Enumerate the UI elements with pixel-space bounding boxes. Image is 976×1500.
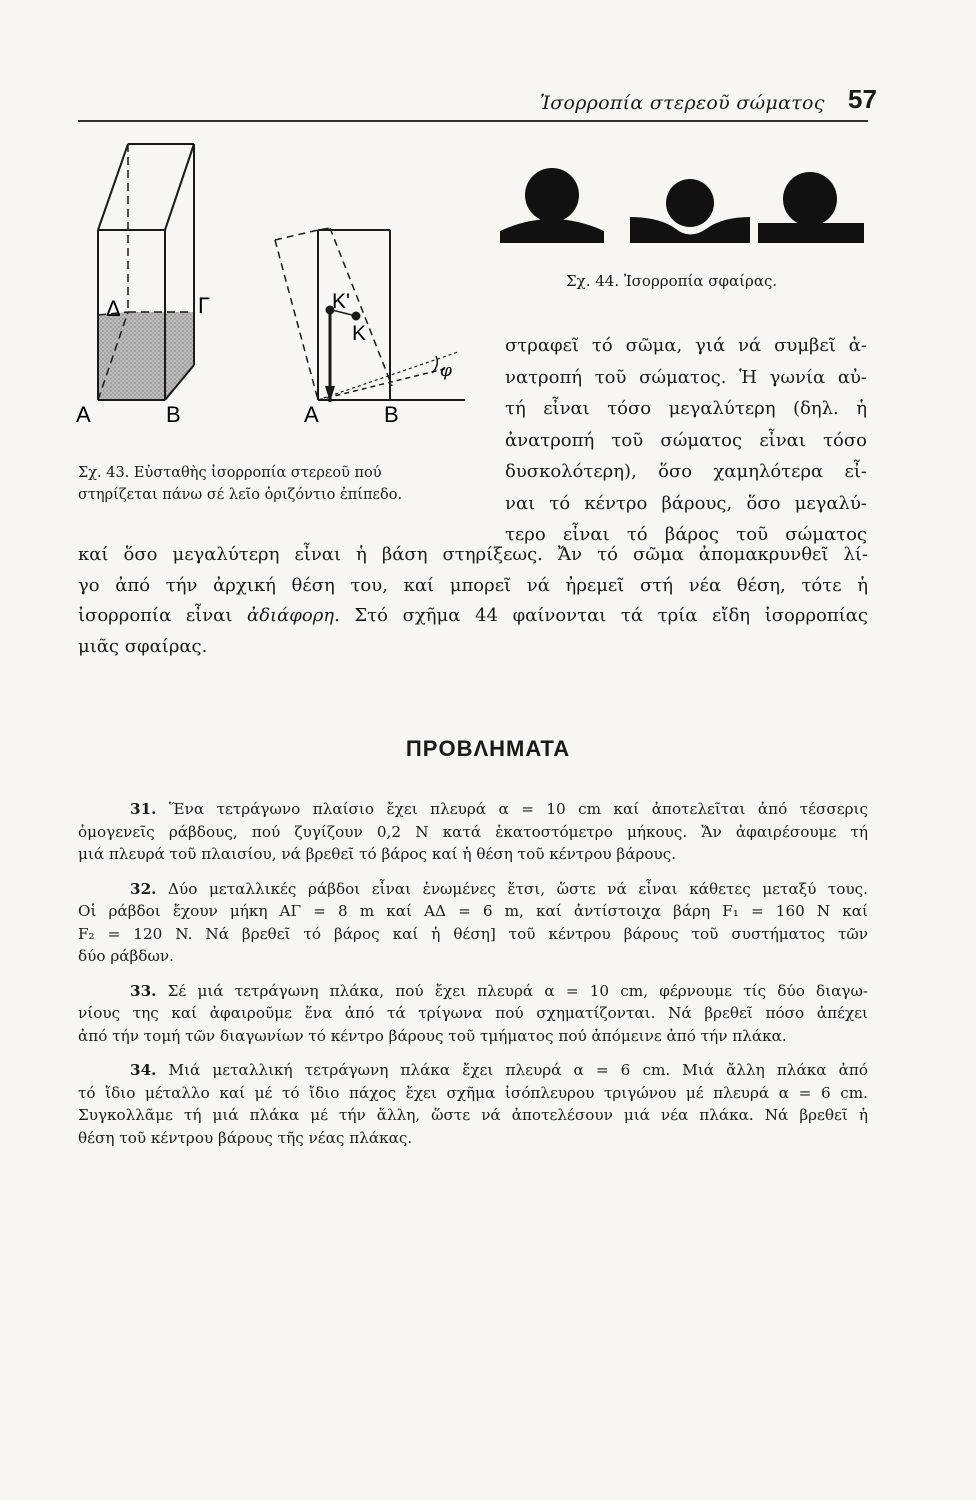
- text-line: γο ἀπό τήν ἀρχική θέση του, καί μπορεῖ νά ἠρεμεῖ στή νέα θέση, τότε ἡ: [78, 574, 868, 596]
- text-line: δύο ράβδων.: [78, 947, 174, 965]
- problem-number: 33.: [130, 981, 157, 1000]
- problem-item: [78, 798, 868, 866]
- text-line: θέση τοῦ κέντρου βάρους τῆς νέας πλάκας.: [78, 1128, 413, 1147]
- problem-number: 32.: [130, 879, 157, 898]
- text-line: [78, 980, 868, 1003]
- text-line: ἀπό τήν τομή τῶν διαγωνίων τό κέντρο βάρους τοῦ τμήματος πού ἀπόμεινε ἀπό τήν πλάκα.: [78, 1026, 787, 1045]
- text-line: ὁμογενεῖς ράβδους, πού ζυγίζουν 0,2 Ν κατά ἑκατοστόμετρο μήκους. Ἄν ἀφαιρέσουμε τή: [78, 822, 868, 841]
- header-rule: [78, 120, 868, 122]
- text-segment: . Στό σχῆμα 44 φαίνονται τά τρία εἴδη ἰσορροπίας: [334, 605, 869, 626]
- text-line: νίους της καί ἀφαιροῦμε ἕνα ἀπό τά τρίγωνα πού σχηματίζονται. Νά βρεθεῖ πόσο ἀπέχει: [78, 1004, 868, 1022]
- problems-list: [78, 798, 868, 1161]
- text-line: ναι τό κέντρο βάρους, ὅσο μεγαλύ-: [505, 492, 867, 514]
- label-delta: Δ: [106, 296, 121, 321]
- problem-item: [78, 878, 868, 968]
- running-header-title: Ἰσορροπία στερεοῦ σώματος: [540, 92, 825, 114]
- stable-sphere: [500, 168, 604, 243]
- label-phi: φ: [440, 361, 452, 381]
- section-heading: ΠΡΟΒΛΗΜΑΤΑ: [405, 736, 571, 761]
- upright-prism: [98, 144, 194, 400]
- main-paragraph: [78, 540, 868, 662]
- text-segment: ἰσορροπία εἶναι: [78, 605, 248, 626]
- unstable-sphere: [630, 179, 750, 243]
- emphasized-term: ἀδιάφορη: [247, 605, 335, 626]
- label-k: Κ: [352, 322, 367, 345]
- text-segment: Ἕνα τετράγωνο πλαίσιο ἔχει πλευρά α = 10 cm καί ἀποτελεῖται ἀπό τέσσερις: [168, 800, 868, 818]
- text-line: [78, 1059, 868, 1082]
- text-line: τή εἶναι τόσο μεγαλύτερη (δηλ. ἡ: [505, 398, 867, 419]
- tilted-prism: [275, 228, 465, 402]
- text-line: καί ὅσο μεγαλύτερη εἶναι ἡ βάση στηρίξεως. Ἄν τό σῶμα ἀπομακρυνθεῖ λί-: [78, 544, 868, 565]
- text-line: δυσκολότερη), ὅσο χαμηλότερα εἶ-: [505, 461, 867, 482]
- text-line: F₂ = 120 N. Νά βρεθεῖ τό βάρος καί ἡ θέση] τοῦ κέντρου βάρους τοῦ συστήματος τῶν: [78, 924, 868, 943]
- text-line: [78, 798, 868, 821]
- text-line: [78, 878, 868, 901]
- label-b-left: Β: [166, 402, 181, 427]
- text-line: Οἱ ράβδοι ἔχουν μήκη ΑΓ = 8 m καί ΑΔ = 6 m, καί ἀντίστοιχα βάρη F₁ = 160 N καί: [78, 902, 868, 920]
- figure-43-diagram: [70, 130, 490, 435]
- text-line: μιά πλευρά τοῦ πλαισίου, νά βρεθεῖ τό βάρος καί ἡ θέση τοῦ κέντρου βάρους.: [78, 845, 677, 863]
- text-line: μιᾶς σφαίρας.: [78, 635, 208, 657]
- label-gamma: Γ: [198, 293, 211, 318]
- caption-line: Σχ. 43. Εὐσταθὴς ἰσορροπία στερεοῦ πού: [78, 465, 382, 481]
- text-segment: Δύο μεταλλικές ράβδοι εἶναι ἑνωμένες ἔτσι, ὥστε νά εἶναι κάθετες μεταξύ τους.: [168, 879, 869, 898]
- text-line: ἀνατροπή τοῦ σώματος εἶναι τόσο: [505, 429, 867, 451]
- text-line: Συγκολλᾶμε τή μιά πλάκα μέ τήν ἄλλη, ὥστε νά ἀποτελέσουν μιά νέα πλάκα. Νά βρεθεῖ ἡ: [78, 1106, 868, 1124]
- label-b-right: Β: [384, 402, 399, 427]
- text-line: στραφεῖ τό σῶμα, γιά νά συμβεῖ ἀ-: [505, 335, 867, 356]
- text-line: τό ἴδιο μέταλλο καί μέ τό ἴδιο πάχος ἔχει σχῆμα ἰσόπλευρου τριγώνου μέ πλευρά α = 6 cm.: [78, 1083, 868, 1102]
- label-a-right: Α: [304, 402, 319, 427]
- figure-44-caption: Σχ. 44. Ἰσορροπία σφαίρας.: [566, 272, 778, 290]
- problem-item: [78, 1059, 868, 1149]
- figure-44-diagram: [500, 165, 870, 245]
- text-segment: Μιά μεταλλική τετράγωνη πλάκα ἔχει πλευρά α = 6 cm. Μιά ἄλλη πλάκα ἀπό: [168, 1061, 868, 1079]
- caption-line: στηρίζεται πάνω σέ λεῖο ὁριζόντιο ἐπίπεδο.: [78, 487, 403, 503]
- page-number: 57: [848, 84, 877, 114]
- problem-number: 31.: [130, 800, 157, 818]
- text-segment: Σέ μιά τετράγωνη πλάκα, πού ἔχει πλευρά α = 10 cm, φέρνουμε τίς δύο διαγω-: [167, 981, 868, 1000]
- label-k-prime: Κ': [332, 290, 351, 313]
- label-a-left: Α: [76, 402, 91, 427]
- neutral-sphere: [758, 172, 864, 243]
- side-paragraph: [505, 330, 867, 551]
- problem-item: [78, 980, 868, 1048]
- problem-number: 34.: [130, 1061, 157, 1079]
- figure-43-caption: [78, 462, 488, 506]
- text-line: τερο εἶναι τό βάρος τοῦ σώματος: [505, 524, 867, 545]
- text-line: [78, 601, 868, 632]
- text-line: νατροπή τοῦ σώματος. Ἡ γωνία αὐ-: [505, 366, 867, 388]
